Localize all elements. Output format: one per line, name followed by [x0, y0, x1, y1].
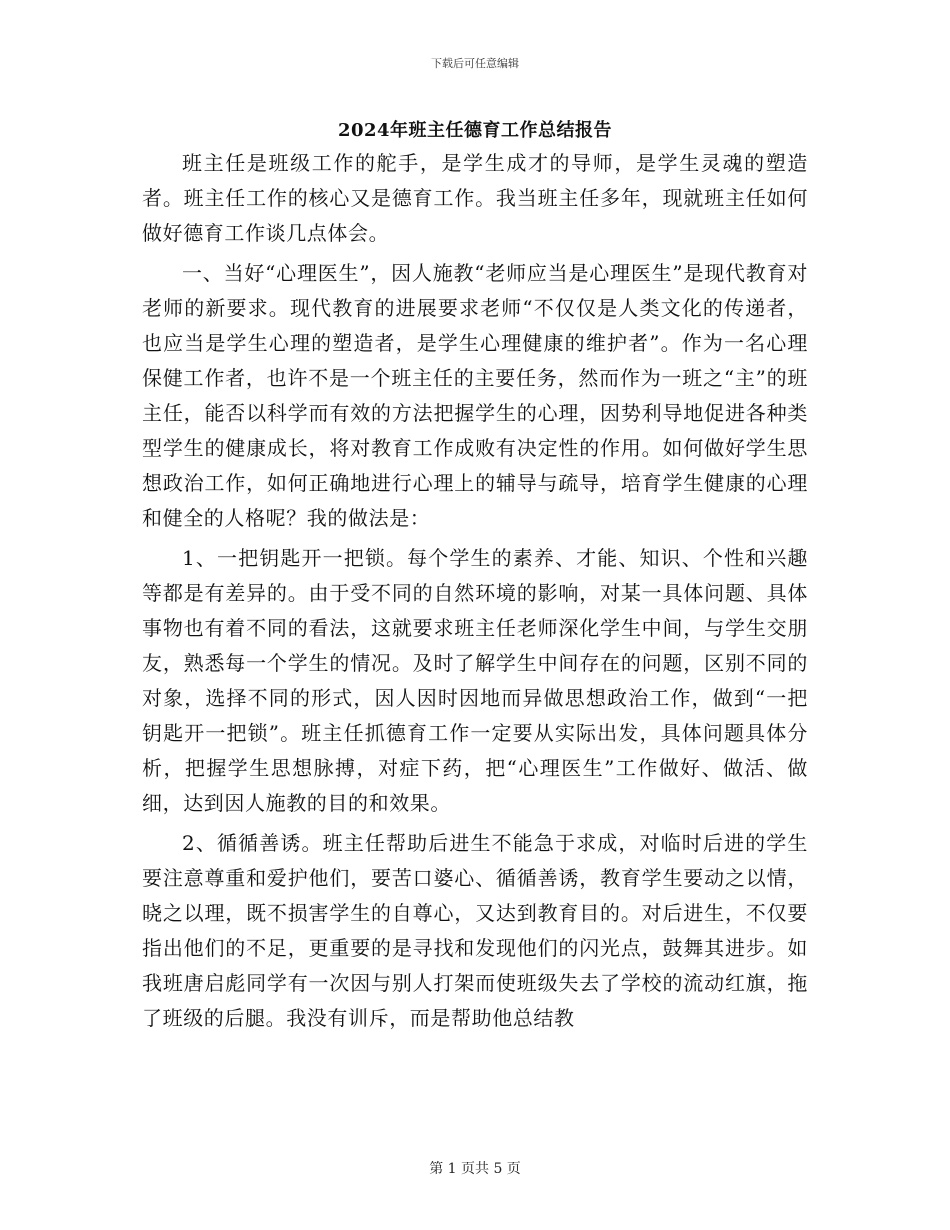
paragraph-section-1: 一、当好“心理医生”，因人施教“老师应当是心理医生”是现代教育对老师的新要求。现代教育的进展要求老师“不仅仅是人类文化的传递者，也应当是学生心理的塑造者，是学生心理健康的维护者”。作为一名心理保健工作者，也许不是一个班主任的主要任务，然而作为一班之“主”的班主任，能否以科学而有效的方法把握学生的心理，因势利导地促进各种类型学生的健康成长，将对教育工作成败有决定性的作用。如何做好学生思想政治工作，如何正确地进行心理上的辅导与疏导，培育学生健康的心理和健全的人格呢？我的做法是：: [142, 261, 808, 530]
paragraph-item-2: 2、循循善诱。班主任帮助后进生不能急于求成，对临时后进的学生要注意尊重和爱护他们，要苦口婆心、循循善诱，教育学生要动之以情，晓之以理，既不损害学生的自尊心，又达到教育目的。对后进生，不仅要指出他们的不足，更重要的是寻找和发现他们的闪光点，鼓舞其进步。如我班唐启彪同学有一次因与别人打架而使班级失去了学校的流动红旗，拖了班级的后腿。我没有训斥，而是帮助他总结教: [142, 831, 808, 1030]
header-note: 下载后可任意编辑: [431, 57, 519, 70]
paragraph-intro: 班主任是班级工作的舵手，是学生成才的导师，是学生灵魂的塑造者。班主任工作的核心又是德育工作。我当班主任多年，现就班主任如何做好德育工作谈几点体会。: [142, 151, 808, 245]
paragraph-item-1: 1、一把钥匙开一把锁。每个学生的素养、才能、知识、个性和兴趣等都是有差异的。由于受不同的自然环境的影响，对某一具体问题、具体事物也有着不同的看法，这就要求班主任老师深化学生中间，与学生交朋友，熟悉每一个学生的情况。及时了解学生中间存在的问题，区别不同的对象，选择不同的形式，因人因时因地而异做思想政治工作，做到“一把钥匙开一把锁”。班主任抓德育工作一定要从实际出发，具体问题具体分析，把握学生思想脉搏，对症下药，把“心理医生”工作做好、做活、做细，达到因人施教的目的和效果。: [142, 546, 808, 815]
page-footer: 第 1 页共 5 页: [429, 1161, 521, 1177]
document-body: [142, 146, 808, 1041]
document-title: 2024年班主任德育工作总结报告: [337, 120, 613, 141]
